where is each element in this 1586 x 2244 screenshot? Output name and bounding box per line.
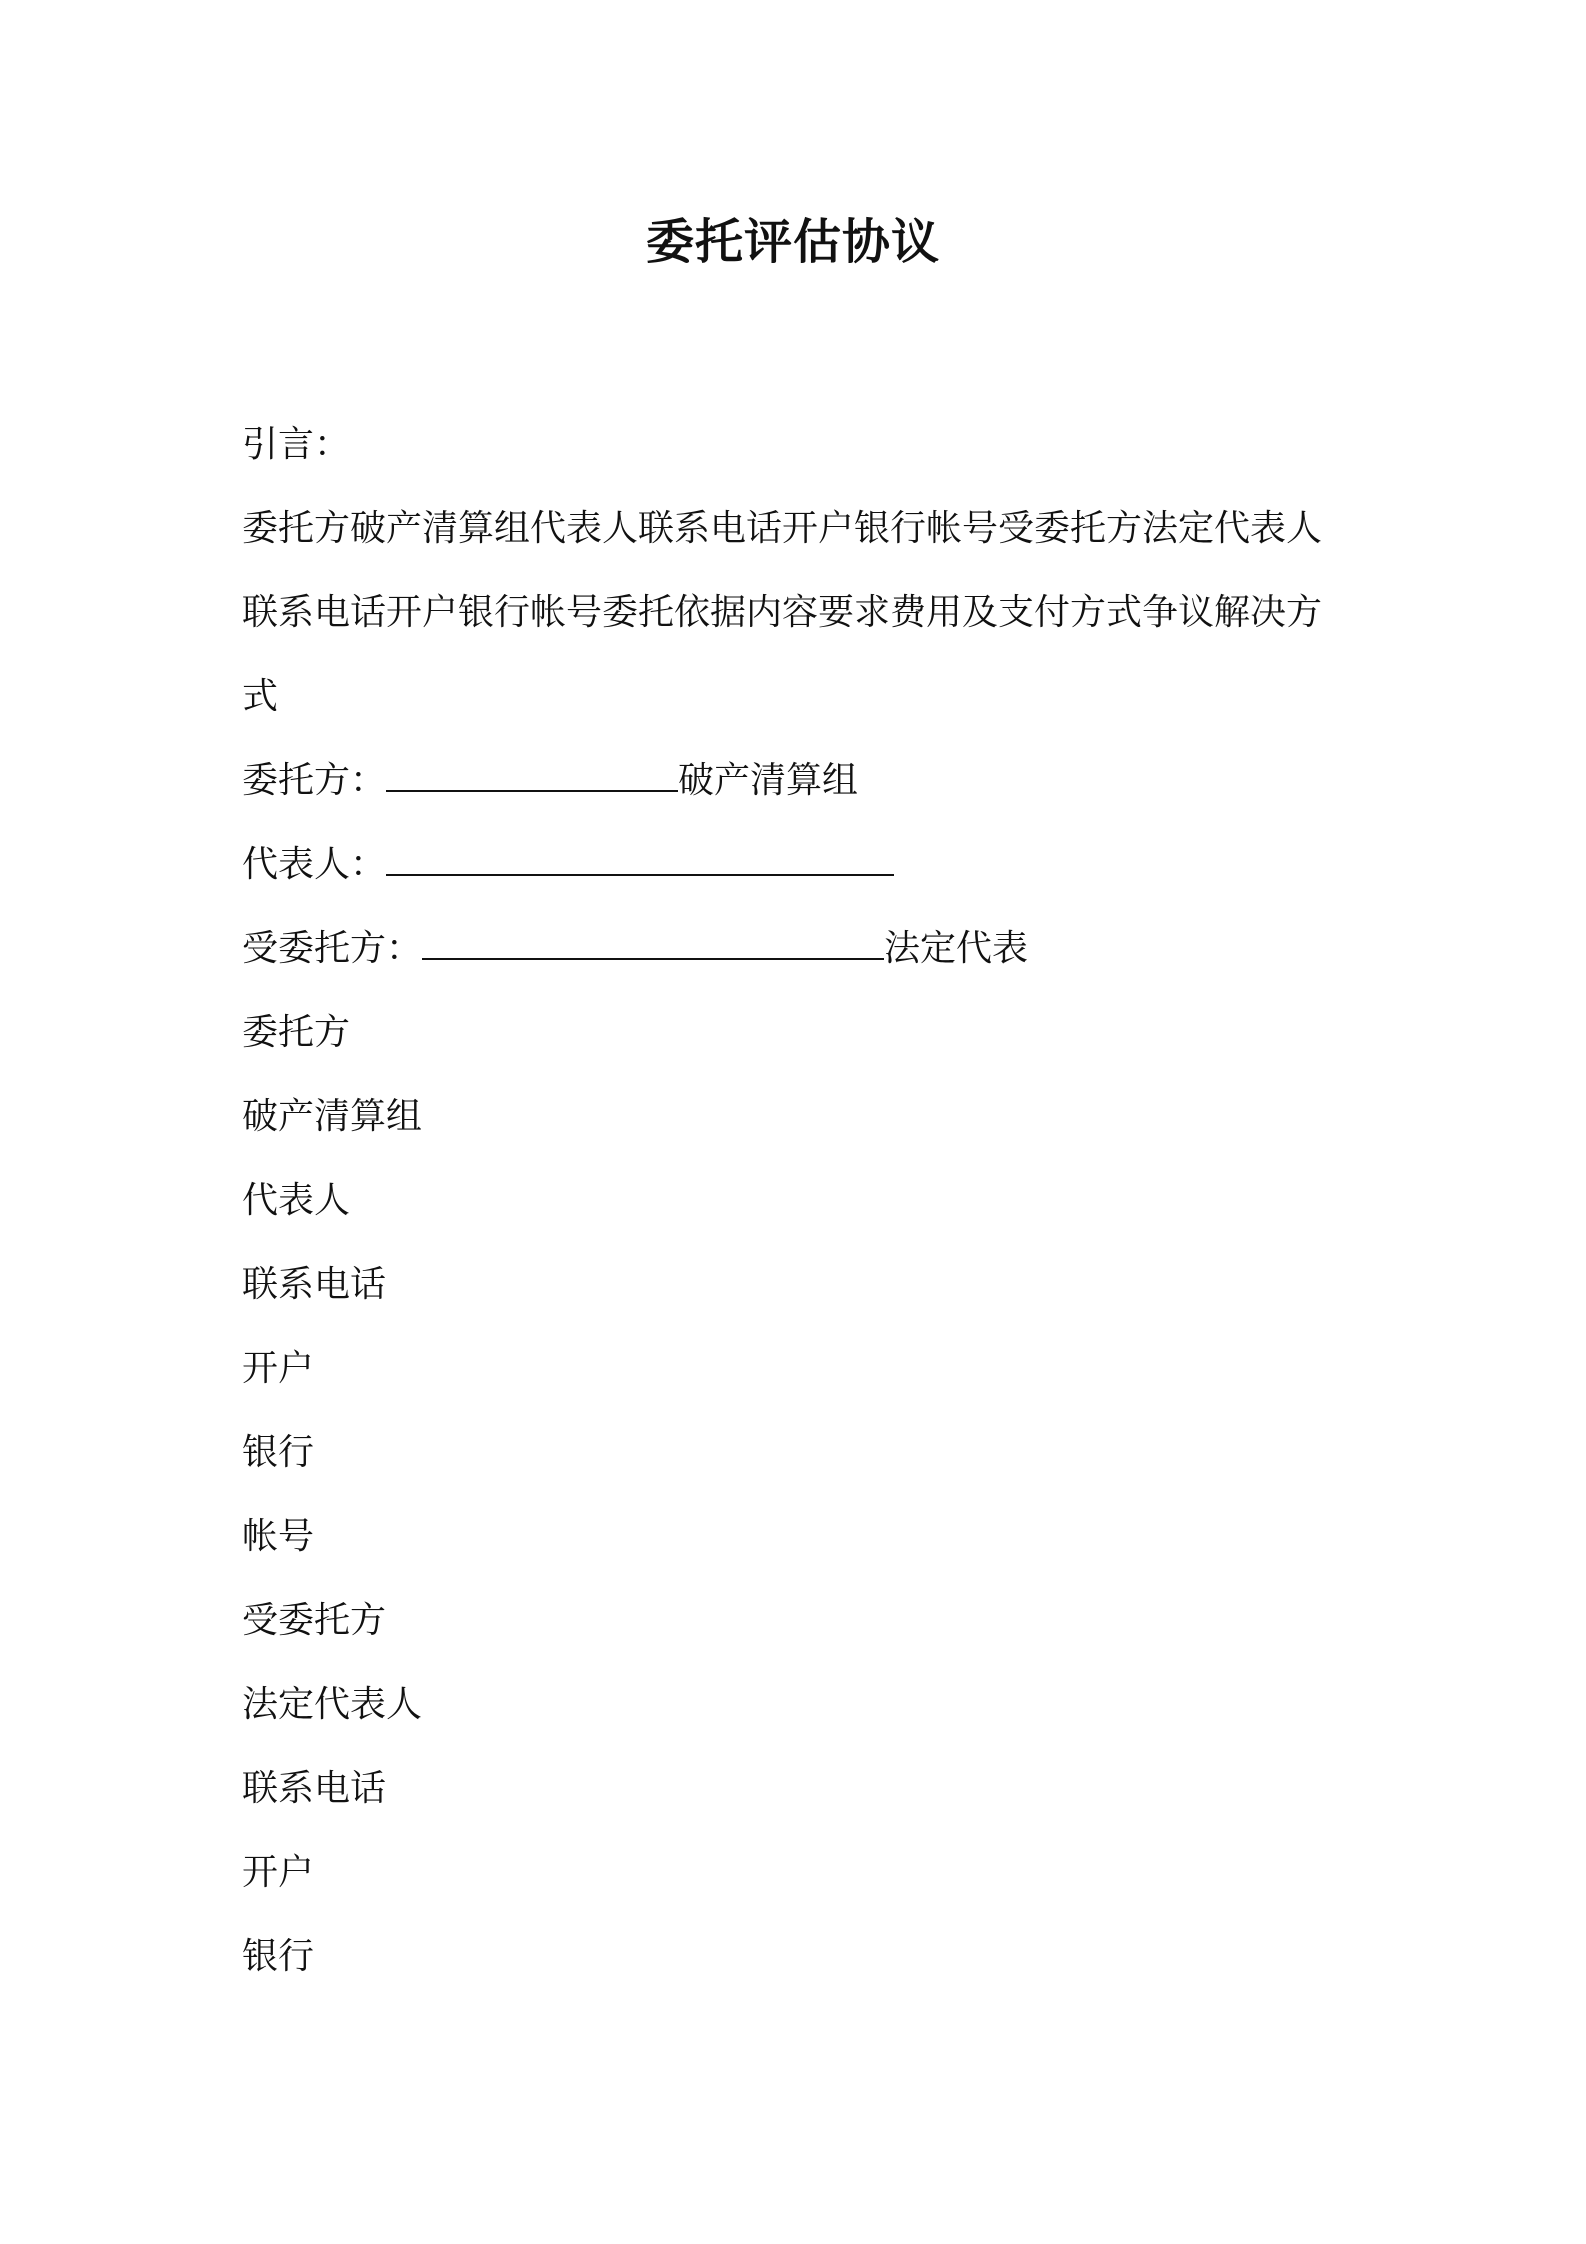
list-item: 开户 <box>242 1852 315 1893</box>
list-item: 银行 <box>242 1936 315 1977</box>
client-suffix: 破产清算组 <box>678 760 859 801</box>
document-body <box>242 403 1362 1999</box>
client-line <box>242 739 1362 823</box>
intro-label: 引言： <box>242 424 351 465</box>
trustee-suffix: 法定代表 <box>884 928 1029 969</box>
client-blank <box>386 756 678 792</box>
list-item: 帐号 <box>242 1516 315 1557</box>
list-item: 代表人 <box>242 1180 351 1221</box>
list-item: 银行 <box>242 1432 315 1473</box>
representative-label: 代表人： <box>242 844 387 885</box>
trustee-blank <box>422 924 884 960</box>
list-item: 联系电话 <box>242 1264 387 1305</box>
list-item: 破产清算组 <box>242 1096 423 1137</box>
list-item: 开户 <box>242 1348 315 1389</box>
list-item: 法定代表人 <box>242 1684 423 1725</box>
document-title: 委托评估协议 <box>645 214 940 270</box>
representative-line <box>242 823 1362 907</box>
trustee-line <box>242 907 1362 991</box>
list-item: 联系电话 <box>242 1768 387 1809</box>
trustee-label: 受委托方： <box>242 928 423 969</box>
list-item: 委托方 <box>242 1012 351 1053</box>
representative-blank <box>386 840 894 876</box>
list-item: 受委托方 <box>242 1600 387 1641</box>
intro-paragraph: 委托方破产清算组代表人联系电话开户银行帐号受委托方法定代表人联系电话开户银行帐号委托依据内容要求费用及支付方式争议解决方式 <box>242 508 1323 717</box>
client-label: 委托方： <box>242 760 387 801</box>
